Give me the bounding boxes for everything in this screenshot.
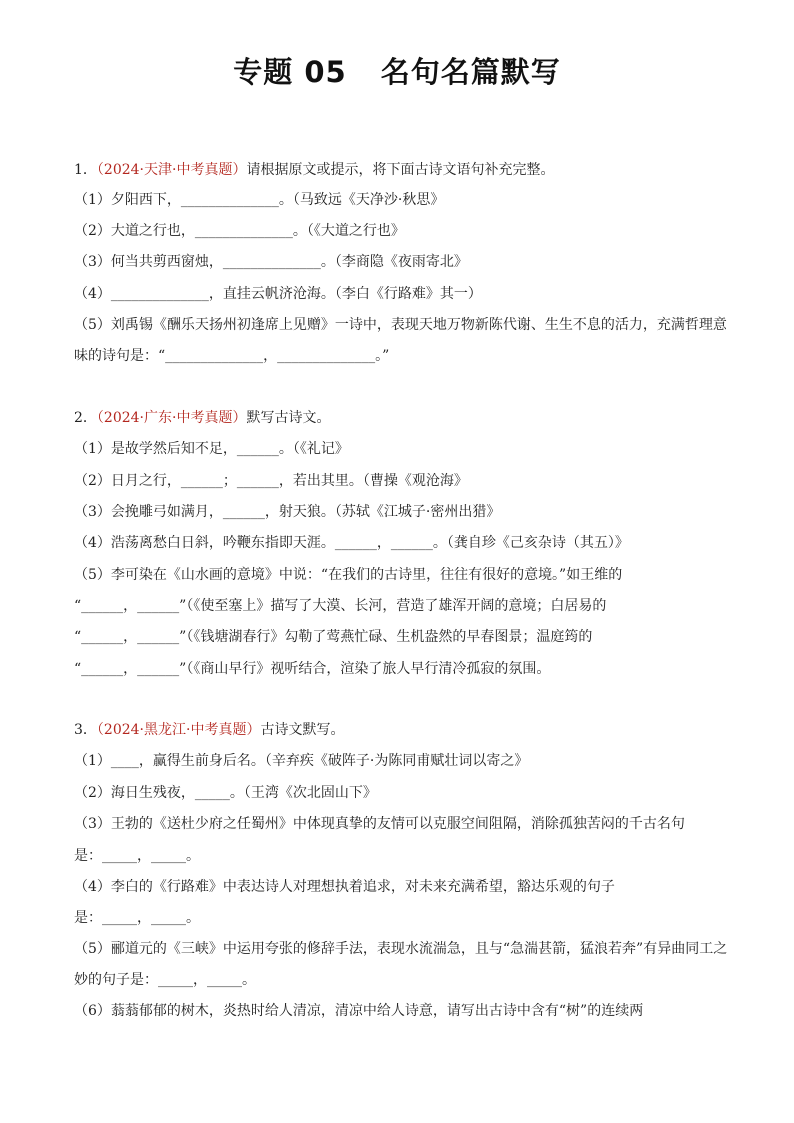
q3-item-3: （3）王勃的《送杜少府之任蜀州》中体现真挚的友情可以克服空间阻隔，消除孤独苦闷的千古名句 <box>74 816 685 832</box>
q3-item-2: （2）海日生残夜，_____。（王湾《次北固山下》 <box>74 785 377 801</box>
q1-number: 1． <box>74 162 97 178</box>
q2-header <box>74 408 734 428</box>
q3-item-6: （6）蓊蓊郁郁的树木，炎热时给人清凉，清凉中给人诗意，请写出古诗中含有“树”的连续两 <box>74 1003 644 1019</box>
q2-number: 2． <box>74 410 97 426</box>
q3-item-4-cont: 是：_____，_____。 <box>74 910 200 926</box>
q3-header <box>74 720 734 740</box>
q2-prompt: 默写古诗文。 <box>246 410 331 426</box>
q3-item-1: （1）____，赢得生前身后名。（辛弃疾《破阵子·为陈同甫赋壮词以寄之》 <box>74 753 529 769</box>
q2-item-1: （1）是故学然后知不足，______。（《礼记》 <box>74 441 349 457</box>
page-title <box>0 50 794 91</box>
title-part2: 名句名篇默写 <box>380 55 561 89</box>
q3-item-5: （5）郦道元的《三峡》中运用夸张的修辞手法，表现水流湍急，且与“急湍甚箭，猛浪若奔”有异曲同工之 <box>74 941 728 957</box>
q3-item-4: （4）李白的《行路难》中表达诗人对理想执着追求，对未来充满希望，豁达乐观的句子 <box>74 879 615 895</box>
title-part1: 专题 05 <box>233 55 347 89</box>
q3-item-3-cont: 是：_____，_____。 <box>74 848 200 864</box>
q2-item-5-cont-3: “______，______”（《商山早行》视听结合，渲染了旅人早行清冷孤寂的氛围。 <box>74 661 551 677</box>
q3-number: 3． <box>74 722 97 738</box>
q1-item-5: （5）刘禹锡《酬乐天扬州初逢席上见赠》一诗中，表现天地万物新陈代谢、生生不息的活力，充满哲理意 <box>74 317 727 333</box>
q3-prompt: 古诗文默写。 <box>260 722 345 738</box>
q1-item-1: （1）夕阳西下，______________。（马致远《天净沙·秋思》 <box>74 192 445 208</box>
q1-item-3: （3）何当共剪西窗烛，______________。（李商隐《夜雨寄北》 <box>74 254 468 270</box>
q3-item-5-cont: 妙的句子是：_____，_____。 <box>74 972 256 988</box>
q1-item-2: （2）大道之行也，______________。（《大道之行也》 <box>74 223 405 239</box>
q3-source: （2024·黑龙江·中考真题） <box>96 722 261 738</box>
q2-item-5-cont-1: “______，______”（《使至塞上》描写了大漠、长河，营造了雄浑开阔的意境；白居易的 <box>74 598 607 614</box>
q2-item-4: （4）浩荡离愁白日斜，吟鞭东指即天涯。______，______。（龚自珍《己亥杂诗（其五）》 <box>74 535 629 551</box>
q1-prompt: 请根据原文或提示，将下面古诗文语句补充完整。 <box>246 162 555 178</box>
q1-item-5-cont: 味的诗句是：“______________，______________。” <box>74 348 390 364</box>
q1-item-4: （4）______________，直挂云帆济沧海。（李白《行路难》其一） <box>74 286 482 302</box>
q2-source: （2024·广东·中考真题） <box>96 410 247 426</box>
q1-source: （2024·天津·中考真题） <box>96 162 247 178</box>
q2-item-5-cont-2: “______，______”（《钱塘湖春行》勾勒了莺燕忙碌、生机盎然的早春图景；温庭筠的 <box>74 629 593 645</box>
q1-header <box>74 160 734 180</box>
q2-item-3: （3）会挽雕弓如满月，______，射天狼。（苏轼《江城子·密州出猎》 <box>74 504 501 520</box>
q2-item-2: （2）日月之行，______；______，若出其里。（曹操《观沧海》 <box>74 473 468 489</box>
q2-item-5: （5）李可染在《山水画的意境》中说：“在我们的古诗里，往往有很好的意境。”如王维的 <box>74 567 623 583</box>
